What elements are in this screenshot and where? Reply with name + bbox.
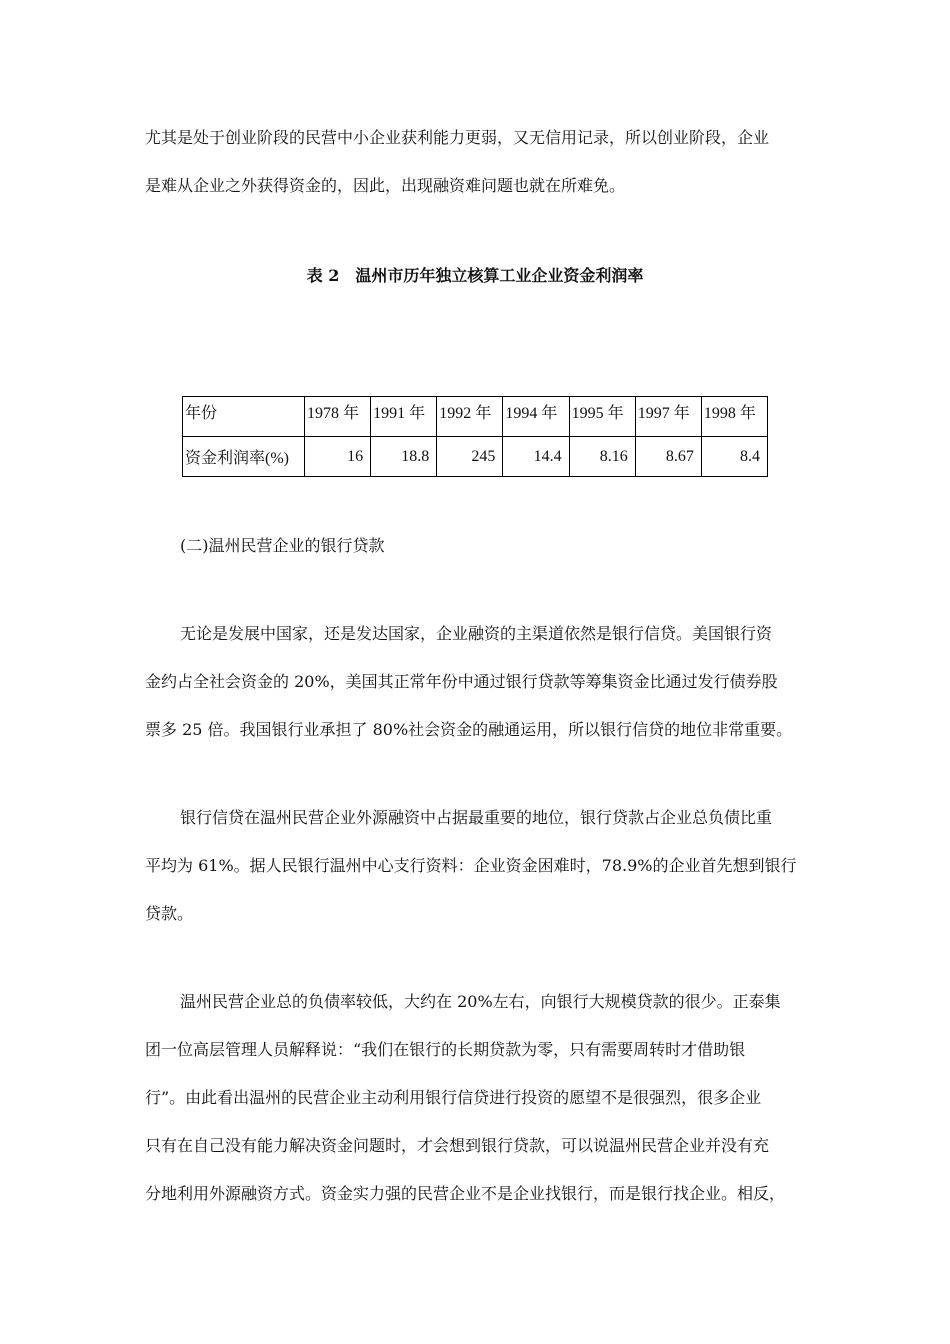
section-heading: (二)温州民营企业的银行贷款 — [180, 536, 385, 555]
paragraph-line: 票多 25 倍。我国银行业承担了 80%社会资金的融通运用，所以银行信贷的地位非常重要。 — [145, 720, 793, 739]
table-cell-year: 1991 年 — [371, 397, 437, 437]
paragraph-line: 分地利用外源融资方式。资金实力强的民营企业不是企业找银行，而是银行找企业。相反， — [145, 1184, 786, 1203]
table-cell-rate: 14.4 — [503, 437, 569, 477]
paragraph-line: 温州民营企业总的负债率较低，大约在 20%左右，向银行大规模贷款的很少。正泰集 — [180, 992, 781, 1011]
table-title: 表 2 温州市历年独立核算工业企业资金利润率 — [306, 266, 644, 285]
table-cell-rate: 245 — [437, 437, 503, 477]
paragraph-line: 只有在自己没有能力解决资金问题时，才会想到银行贷款，可以说温州民营企业并没有充 — [145, 1136, 770, 1155]
table-cell-rate: 8.16 — [569, 437, 635, 477]
table-header-year: 年份 — [183, 397, 305, 437]
table-cell-year: 1992 年 — [437, 397, 503, 437]
paragraph-line: 无论是发展中国家，还是发达国家，企业融资的主渠道依然是银行信贷。美国银行资 — [180, 624, 773, 643]
table-header-rate: 资金利润率(%) — [183, 437, 305, 477]
table-cell-rate: 8.4 — [701, 437, 767, 477]
paragraph-line: 银行信贷在温州民营企业外源融资中占据最重要的地位，银行贷款占企业总负债比重 — [180, 808, 773, 827]
table-cell-year: 1995 年 — [569, 397, 635, 437]
table-cell-year: 1994 年 — [503, 397, 569, 437]
table-cell-rate: 18.8 — [371, 437, 437, 477]
paragraph-line: 是难从企业之外获得资金的，因此，出现融资难问题也就在所难免。 — [145, 176, 626, 195]
paragraph-line: 平均为 61%。据人民银行温州中心支行资料：企业资金困难时，78.9%的企业首先想到银行 — [145, 856, 797, 875]
table-cell-year: 1978 年 — [305, 397, 371, 437]
table-cell-year: 1997 年 — [635, 397, 701, 437]
paragraph-line: 金约占全社会资金的 20%，美国其正常年份中通过银行贷款等筹集资金比通过发行债券股 — [145, 672, 778, 691]
table-row-rates — [183, 437, 768, 477]
table-cell-rate: 16 — [305, 437, 371, 477]
profit-rate-table — [182, 396, 768, 477]
paragraph-line: 行”。由此看出温州的民营企业主动利用银行信贷进行投资的愿望不是很强烈，很多企业 — [145, 1088, 762, 1107]
paragraph-line: 尤其是处于创业阶段的民营中小企业获利能力更弱，又无信用记录，所以创业阶段，企业 — [145, 128, 770, 147]
table-row-years — [183, 397, 768, 437]
paragraph-line: 团一位高层管理人员解释说：“我们在银行的长期贷款为零，只有需要周转时才借助银 — [145, 1040, 746, 1059]
paragraph-line: 贷款。 — [145, 904, 194, 923]
table-cell-year: 1998 年 — [701, 397, 767, 437]
table-cell-rate: 8.67 — [635, 437, 701, 477]
